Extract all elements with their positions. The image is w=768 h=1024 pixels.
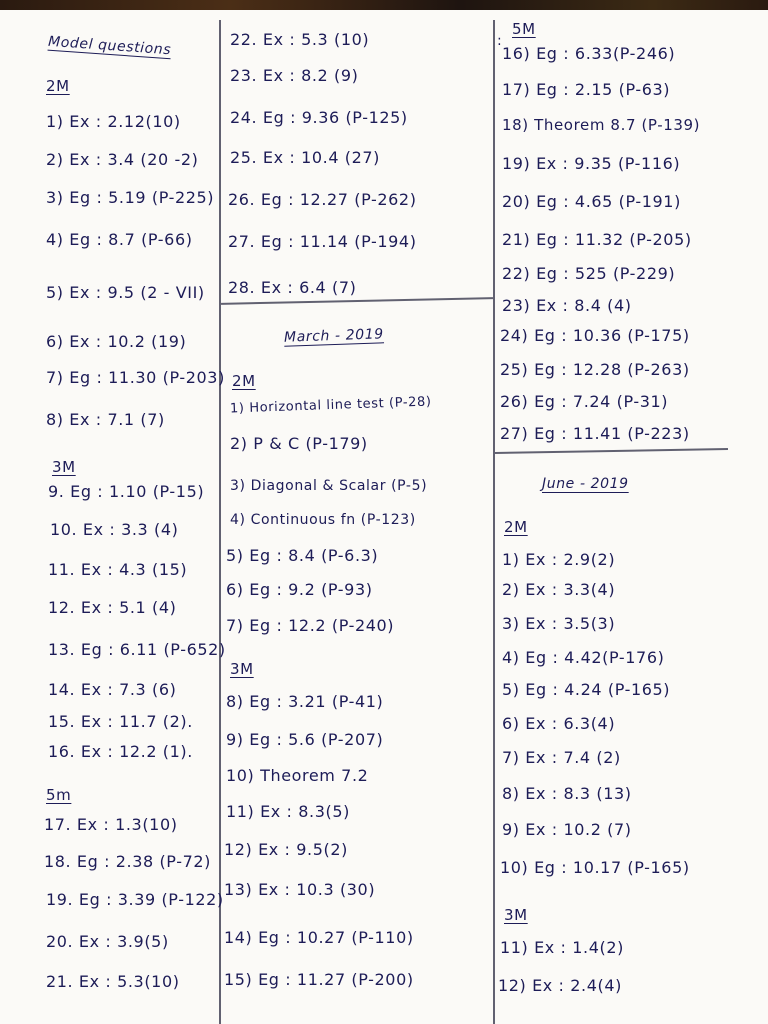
list-item: 22. Ex : 5.3 (10) bbox=[230, 30, 370, 49]
list-item: 6) Ex : 6.3(4) bbox=[502, 714, 616, 733]
list-item: 10. Ex : 3.3 (4) bbox=[50, 520, 179, 539]
list-item: 4) Continuous fn (P-123) bbox=[230, 512, 416, 528]
list-item: 10) Theorem 7.2 bbox=[226, 766, 369, 785]
list-item: 18) Theorem 8.7 (P-139) bbox=[502, 116, 701, 134]
list-item: 9) Ex : 10.2 (7) bbox=[502, 820, 632, 839]
list-item: 24) Eg : 10.36 (P-175) bbox=[500, 326, 690, 345]
list-item: 12. Ex : 5.1 (4) bbox=[48, 598, 177, 617]
list-item: 12) Ex : 9.5(2) bbox=[224, 840, 348, 859]
list-item: 5) Ex : 9.5 (2 - VII) bbox=[46, 283, 205, 302]
list-item: 21. Ex : 5.3(10) bbox=[46, 972, 180, 991]
list-item: 23) Ex : 8.4 (4) bbox=[502, 296, 632, 315]
list-item: 23. Ex : 8.2 (9) bbox=[230, 66, 359, 85]
list-item: 25. Ex : 10.4 (27) bbox=[230, 148, 381, 167]
list-item: 24. Eg : 9.36 (P-125) bbox=[230, 108, 408, 127]
col1-2m-heading: 2M bbox=[46, 77, 70, 95]
list-item: 28. Ex : 6.4 (7) bbox=[228, 278, 357, 297]
column-divider-left bbox=[219, 20, 221, 1024]
list-item: 20. Ex : 3.9(5) bbox=[46, 932, 169, 951]
col2-2m-heading: 2M bbox=[232, 372, 256, 390]
list-item: 11) Ex : 8.3(5) bbox=[226, 802, 350, 821]
list-item: 27. Eg : 11.14 (P-194) bbox=[228, 232, 417, 251]
list-item: 13) Ex : 10.3 (30) bbox=[224, 880, 376, 899]
list-item: 7) Eg : 12.2 (P-240) bbox=[226, 616, 395, 635]
list-item: 2) Ex : 3.3(4) bbox=[502, 580, 616, 599]
list-item: 6) Ex : 10.2 (19) bbox=[46, 332, 187, 351]
list-item: 3) Diagonal & Scalar (P-5) bbox=[230, 478, 428, 494]
list-item: 16) Eg : 6.33(P-246) bbox=[502, 44, 676, 63]
list-item: 4) Eg : 8.7 (P-66) bbox=[46, 230, 193, 249]
list-item: 21) Eg : 11.32 (P-205) bbox=[502, 230, 692, 249]
list-item: 22) Eg : 525 (P-229) bbox=[502, 264, 676, 283]
list-item: 11. Ex : 4.3 (15) bbox=[48, 560, 188, 579]
june-2019-title: June - 2019 bbox=[542, 476, 629, 492]
col3-2m-heading: 2M bbox=[504, 518, 528, 536]
col2-3m-heading: 3M bbox=[230, 660, 254, 678]
list-item: 8) Ex : 7.1 (7) bbox=[46, 410, 165, 429]
list-item: 9) Eg : 5.6 (P-207) bbox=[226, 730, 384, 749]
list-item: 27) Eg : 11.41 (P-223) bbox=[500, 424, 690, 443]
list-item: 8) Ex : 8.3 (13) bbox=[502, 784, 632, 803]
list-item: 16. Ex : 12.2 (1). bbox=[48, 742, 193, 761]
column-divider-right bbox=[493, 20, 495, 1024]
list-item: 25) Eg : 12.28 (P-263) bbox=[500, 360, 690, 379]
list-item: 11) Ex : 1.4(2) bbox=[500, 938, 624, 957]
march-2019-title: March - 2019 bbox=[283, 326, 385, 346]
col3-3m-heading: 3M bbox=[504, 906, 528, 924]
col3-5m-heading: 5M bbox=[512, 20, 536, 38]
list-item: 1) Ex : 2.9(2) bbox=[502, 550, 616, 569]
list-item: 7) Eg : 11.30 (P-203) bbox=[46, 368, 225, 387]
list-item: 20) Eg : 4.65 (P-191) bbox=[502, 192, 681, 211]
list-item: 18. Eg : 2.38 (P-72) bbox=[44, 852, 211, 871]
list-item: 10) Eg : 10.17 (P-165) bbox=[500, 858, 690, 877]
col1-5m-heading: 5m bbox=[46, 786, 72, 804]
list-item: 3) Eg : 5.19 (P-225) bbox=[46, 188, 215, 207]
list-item: 2) P & C (P-179) bbox=[230, 434, 368, 453]
list-item: 17. Ex : 1.3(10) bbox=[44, 815, 178, 834]
list-item: 9. Eg : 1.10 (P-15) bbox=[48, 482, 205, 501]
list-item: 1) Horizontal line test (P-28) bbox=[229, 394, 432, 417]
list-item: 5) Eg : 4.24 (P-165) bbox=[502, 680, 671, 699]
list-item: 13. Eg : 6.11 (P-652) bbox=[48, 640, 226, 659]
list-item: 26) Eg : 7.24 (P-31) bbox=[500, 392, 669, 411]
margin-mark: : bbox=[497, 33, 502, 49]
list-item: 4) Eg : 4.42(P-176) bbox=[502, 648, 665, 667]
list-item: 6) Eg : 9.2 (P-93) bbox=[226, 580, 373, 599]
list-item: 15. Ex : 11.7 (2). bbox=[48, 712, 193, 731]
list-item: 17) Eg : 2.15 (P-63) bbox=[502, 80, 671, 99]
list-item: 3) Ex : 3.5(3) bbox=[502, 614, 616, 633]
list-item: 7) Ex : 7.4 (2) bbox=[502, 748, 621, 767]
model-questions-title: Model questions bbox=[47, 33, 172, 59]
list-item: 2) Ex : 3.4 (20 -2) bbox=[46, 150, 199, 169]
list-item: 1) Ex : 2.12(10) bbox=[46, 112, 181, 131]
list-item: 19. Eg : 3.39 (P-122) bbox=[46, 890, 224, 909]
col1-3m-heading: 3M bbox=[52, 458, 76, 476]
list-item: 14) Eg : 10.27 (P-110) bbox=[224, 928, 414, 947]
list-item: 19) Ex : 9.35 (P-116) bbox=[502, 154, 681, 173]
list-item: 15) Eg : 11.27 (P-200) bbox=[224, 970, 414, 989]
list-item: 12) Ex : 2.4(4) bbox=[498, 976, 622, 995]
list-item: 5) Eg : 8.4 (P-6.3) bbox=[226, 546, 379, 565]
list-item: 8) Eg : 3.21 (P-41) bbox=[226, 692, 384, 711]
list-item: 14. Ex : 7.3 (6) bbox=[48, 680, 177, 699]
list-item: 26. Eg : 12.27 (P-262) bbox=[228, 190, 417, 209]
